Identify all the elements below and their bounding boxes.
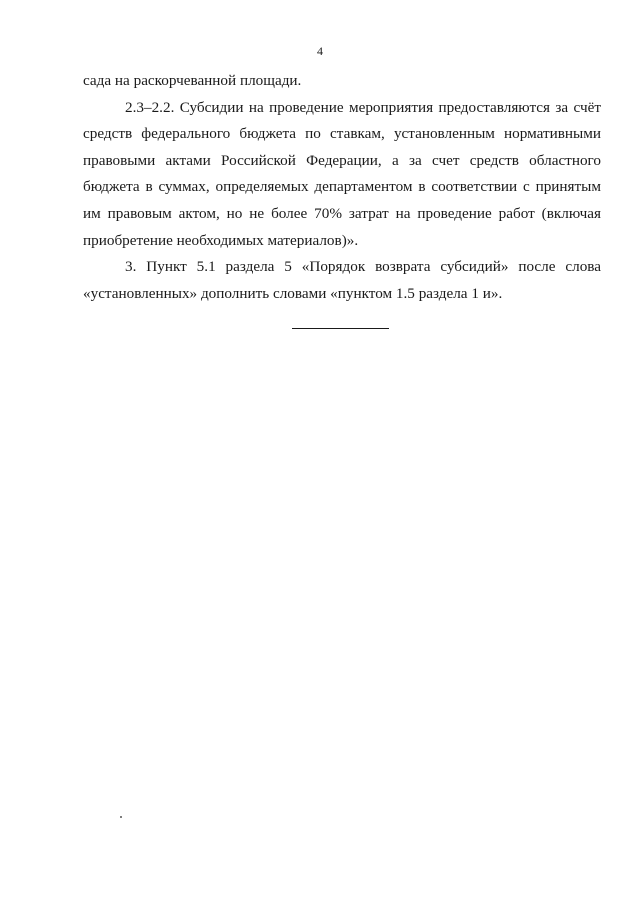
page-number: 4 <box>317 44 323 58</box>
end-of-text-rule <box>292 328 389 329</box>
scan-speck <box>120 816 122 818</box>
paragraph-subsidies: 2.3–2.2. Субсидии на проведение мероприятия предоставляются за счёт средств федерального бюджета по ставкам, установленным нормативными правовыми актами Российской Федерации, а за счет средств областного бюджета в суммах, определяемых департаментом в соответствии с принятым им правовым актом, но не более 70% затрат на проведение работ (включая приобретение необходимых материалов)». <box>83 98 601 249</box>
paragraph-item-3: 3. Пункт 5.1 раздела 5 «Порядок возврата субсидий» после слова «установленных» дополнить словами «пунктом 1.5 раздела 1 и». <box>83 258 601 302</box>
paragraph-continuation: сада на раскорчеванной площади. <box>83 72 302 89</box>
document-body <box>83 68 601 307</box>
